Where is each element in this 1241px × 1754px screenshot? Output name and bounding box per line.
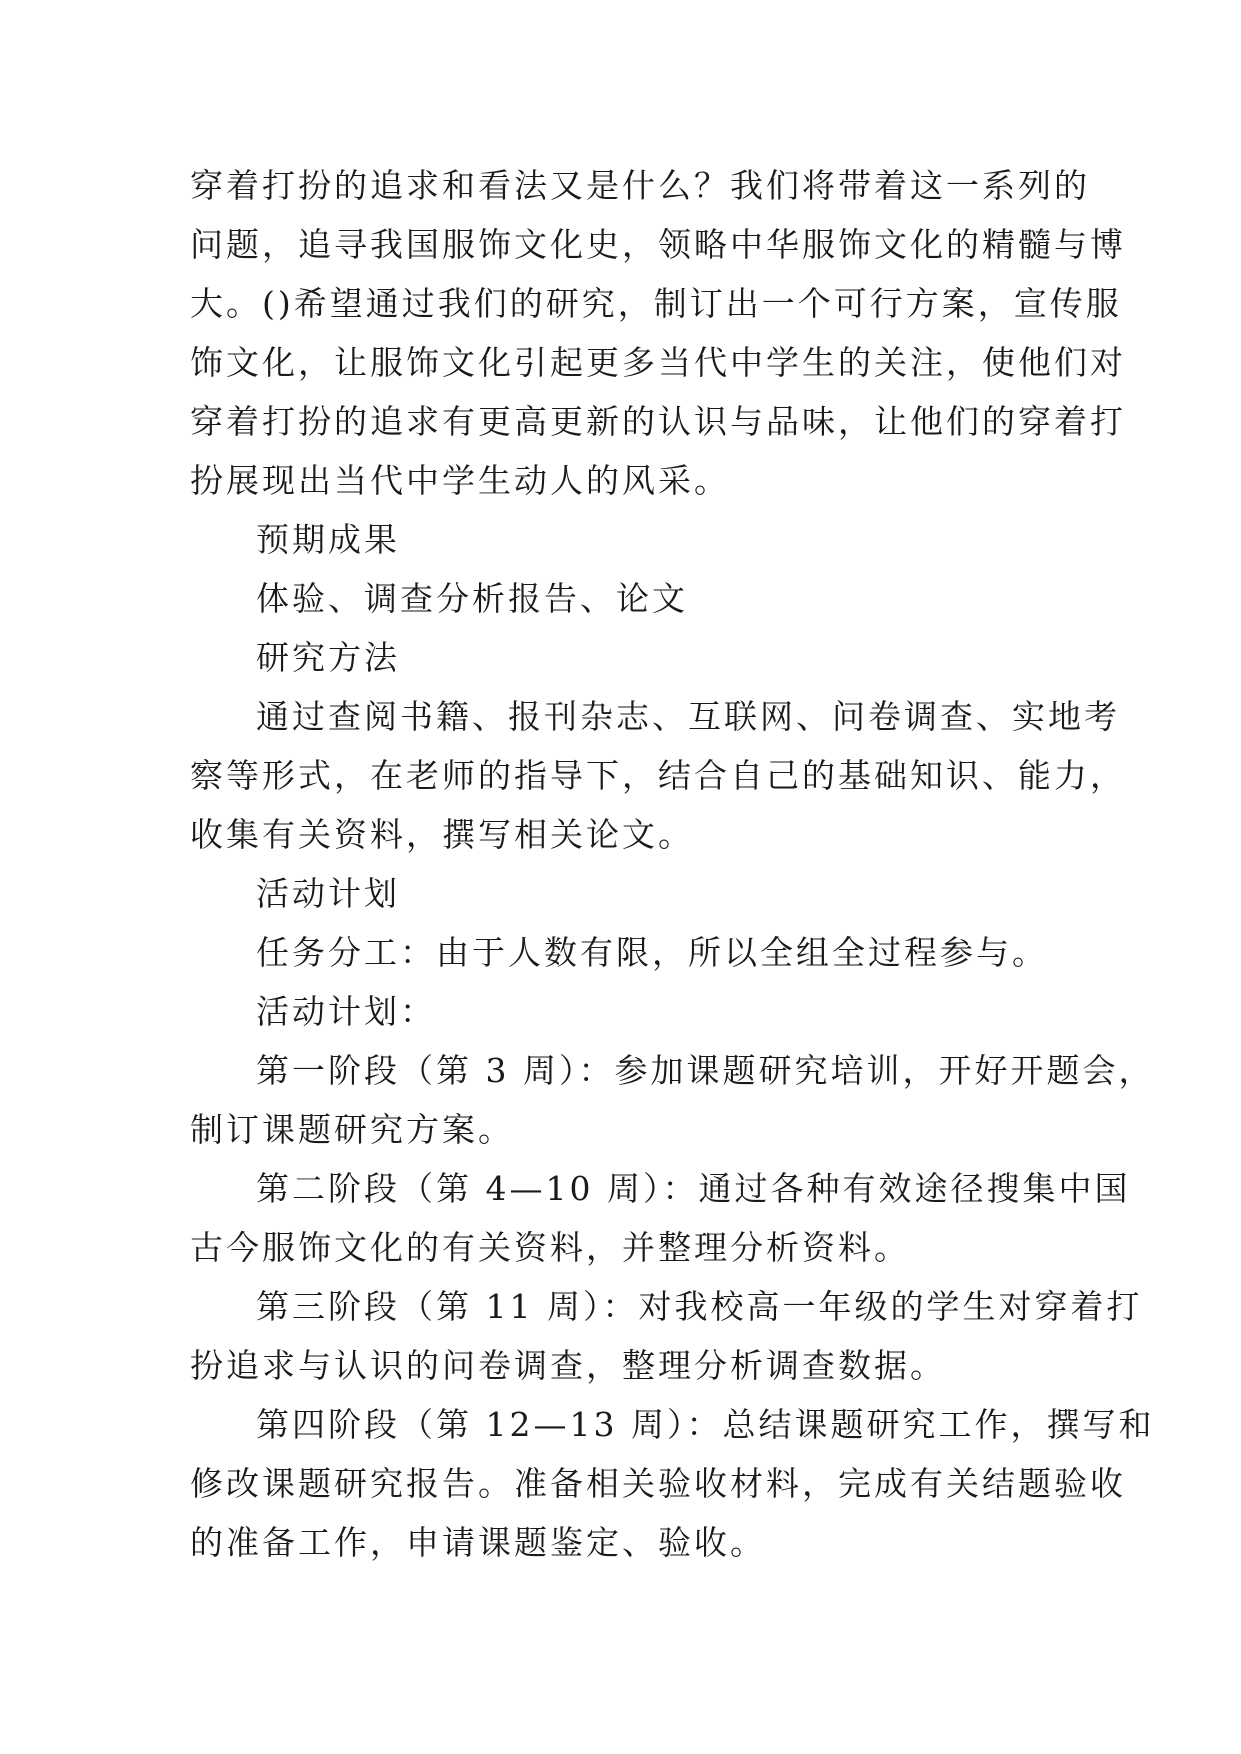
text-line: 的准备工作，申请课题鉴定、验收。 — [190, 1523, 766, 1562]
text-line: 大。()希望通过我们的研究，制订出一个可行方案，宣传服 — [190, 284, 1122, 323]
text-line: 通过查阅书籍、报刊杂志、互联网、问卷调查、实地考 — [256, 697, 1120, 736]
text-line: 修改课题研究报告。准备相关验收材料，完成有关结题验收 — [190, 1464, 1126, 1503]
text-line: 古今服饰文化的有关资料，并整理分析资料。 — [190, 1228, 910, 1267]
text-line: 第二阶段（第 4—10 周）：通过各种有效途径搜集中国 — [256, 1169, 1131, 1208]
text-line: 问题，追寻我国服饰文化史，领略中华服饰文化的精髓与博 — [190, 225, 1126, 264]
section-heading-research-method: 研究方法 — [256, 638, 400, 677]
text-line: 穿着打扮的追求和看法又是什么？我们将带着这一系列的 — [190, 166, 1090, 205]
text-line: 制订课题研究方案。 — [190, 1110, 514, 1149]
text-line: 体验、调查分析报告、论文 — [256, 579, 688, 618]
text-line: 第三阶段（第 11 周）：对我校高一年级的学生对穿着打 — [256, 1287, 1143, 1326]
section-heading-expected-results: 预期成果 — [256, 520, 400, 559]
document-body — [190, 156, 1155, 1572]
text-line: 穿着打扮的追求有更高更新的认识与品味，让他们的穿着打 — [190, 402, 1126, 441]
text-line: 饰文化，让服饰文化引起更多当代中学生的关注，使他们对 — [190, 343, 1126, 382]
text-line: 第一阶段（第 3 周）：参加课题研究培训，开好开题会， — [256, 1051, 1155, 1090]
text-line: 扮展现出当代中学生动人的风采。 — [190, 461, 730, 500]
text-line: 察等形式，在老师的指导下，结合自己的基础知识、能力， — [190, 756, 1126, 795]
text-line: 任务分工：由于人数有限，所以全组全过程参与。 — [256, 933, 1048, 972]
text-line: 扮追求与认识的问卷调查，整理分析调查数据。 — [190, 1346, 946, 1385]
text-line: 收集有关资料，撰写相关论文。 — [190, 815, 694, 854]
section-heading-activity-plan: 活动计划 — [256, 874, 400, 913]
text-line: 活动计划： — [256, 992, 436, 1031]
text-line: 第四阶段（第 12—13 周）：总结课题研究工作，撰写和 — [256, 1405, 1155, 1444]
